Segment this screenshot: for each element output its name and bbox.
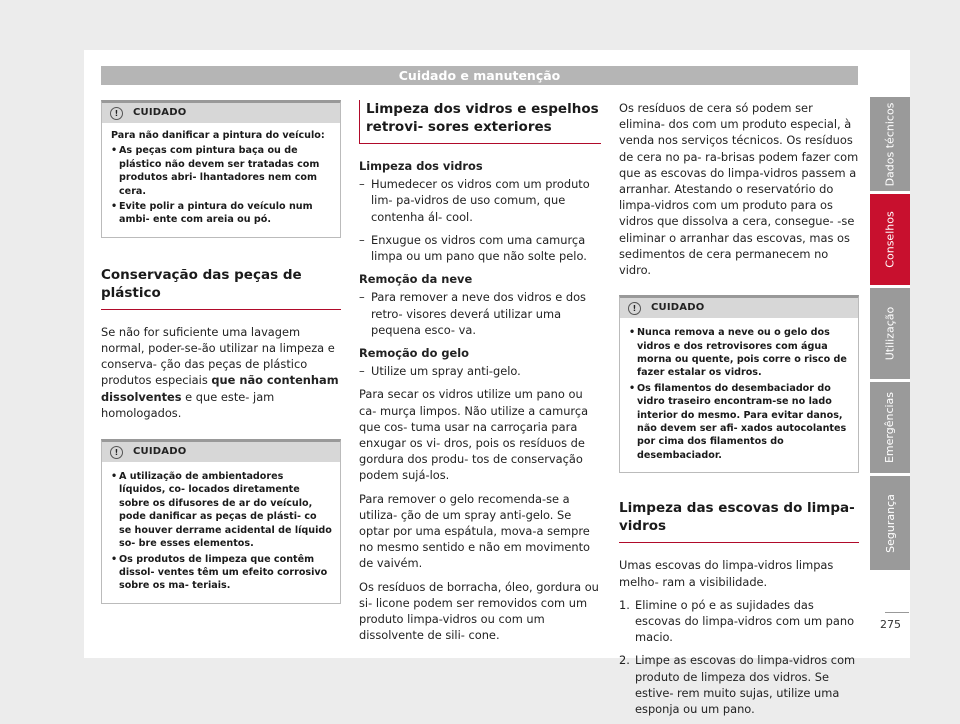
caution-bullet (629, 382, 850, 462)
chapter-tabs (870, 97, 910, 573)
caution-box-windows (619, 295, 859, 473)
subheading: Remoção da neve (359, 272, 473, 287)
dash-text: Humedecer os vidros com um produto lim- pa-vidros de uso comum, que contenha ál- cool. (371, 177, 590, 224)
bullet-text: Nunca remova a neve ou o gelo dos vidros e dos retrovisores com água morna ou quente, pois corre o risco de fazer estalar os vidros. (637, 327, 847, 379)
bullet-icon: • (111, 553, 118, 565)
caution-header (102, 442, 340, 462)
caution-bullet (111, 470, 332, 550)
dash-item (359, 232, 601, 264)
page-number: 275 (880, 618, 901, 631)
tab-conselhos[interactable] (870, 194, 910, 285)
column-2 (359, 100, 601, 650)
caution-box-plastic (101, 439, 341, 604)
caution-intro: Para não danificar a pintura do veículo: (111, 130, 325, 141)
paragraph: Para remover o gelo recomenda-se a utiliza- ção de um spray anti-gelo. Se optar por uma espátula, mova-a sempre no mesmo sentido e não em movimento de vaivém. (359, 491, 591, 571)
paragraph: Os resíduos de cera só podem ser elimina- dos com um produto especial, à venda nos serviços técnicos. Os resíduos de cera no pa- ra-brisas podem fazer com que as escovas do limpa-vidros passem a arranhar. Atestando o reservatório do limpa-vidros com um produto para os vidros que dissolva a cera, consegue- -se eliminar o arranhar das escovas, mas os sedimentos de cera permanecem no vidro. (619, 101, 859, 278)
dash-icon: – (359, 232, 365, 247)
step-number: 1. (619, 597, 630, 612)
bullet-icon: • (629, 327, 636, 339)
subheading: Limpeza dos vidros (359, 159, 483, 173)
step-text: Limpe as escovas do limpa-vidros com produto de limpeza dos vidros. Se estive- rem muito sujas, utilize uma esponja ou um pano. (635, 653, 856, 716)
caution-box-paint (101, 100, 341, 238)
tab-label: Emergências (883, 391, 897, 464)
bullet-icon: • (111, 201, 118, 213)
caution-bullet (111, 553, 332, 593)
dash-item (359, 176, 601, 225)
section-title-windows: Limpeza dos vidros e espelhos retrovi- sores exteriores (359, 100, 601, 144)
column-1 (101, 100, 341, 604)
paragraph: Para secar os vidros utilize um pano ou ca- murça limpos. Não utilize a camurça que cos- tuma usar na carroçaria para enxugar os vi- dros, pois os resíduos de gordura dos produ- tos de conservação podem sujá-los. (359, 387, 589, 483)
bullet-text: Os produtos de limpeza que contêm dissol- ventes têm um efeito corrosivo sobre os ma- teriais. (119, 553, 328, 592)
step-number: 2. (619, 653, 630, 668)
caution-label: CUIDADO (133, 106, 187, 118)
info-circle-icon: ! (110, 107, 123, 120)
caution-bullet (111, 144, 332, 198)
info-circle-icon: ! (628, 302, 641, 315)
column-3 (619, 100, 859, 724)
caution-label: CUIDADO (651, 302, 705, 314)
step-text: Elimine o pó e as sujidades das escovas do limpa-vidros com um pano macio. (635, 597, 855, 645)
section-title-plastic: Conservação das peças de plástico (101, 266, 341, 310)
subheading: Remoção do gelo (359, 346, 469, 361)
caution-body (102, 123, 340, 237)
tab-label: Conselhos (883, 211, 897, 268)
paragraph: Os resíduos de borracha, óleo, gordura ou si- licone podem ser removidos com um produto limpa-vidros ou com um dissolvente de sili- cone. (359, 579, 599, 643)
dash-text: Enxugue os vidros com uma camurça limpa ou um pano que não solte pelo. (371, 232, 587, 264)
caution-label: CUIDADO (133, 445, 187, 457)
caution-bullet (111, 200, 332, 227)
numbered-step (619, 597, 859, 646)
tab-utilizacao[interactable] (870, 288, 910, 379)
plastic-paragraph (101, 324, 341, 421)
bullet-icon: • (111, 145, 118, 157)
bullet-icon: • (629, 382, 636, 394)
numbered-step (619, 652, 859, 717)
bullet-text: Evite polir a pintura do veículo num ambi- ente com areia ou pó. (119, 201, 313, 226)
paragraph: Umas escovas do limpa-vidros limpas melho- ram a visibilidade. (619, 558, 834, 589)
dash-item (359, 289, 601, 338)
tab-label: Segurança (883, 493, 897, 553)
page-header: Cuidado e manutenção (101, 66, 858, 85)
section-title-wipers: Limpeza das escovas do limpa-vidros (619, 499, 859, 543)
para-text: e que este- jam homologados. (101, 389, 275, 420)
caution-header (620, 298, 858, 318)
bullet-text: A utilização de ambientadores líquidos, co- locados diretamente sobre os difusores de ar do veículo, pode danificar as peças de plásti- co se houver derrame acidental de líquido so- bre esses elementos. (119, 471, 332, 550)
bullet-text: Os filamentos do desembaciador do vidro traseiro encontram-se no lado interior do mesmo. Para evitar danos, não devem ser afi- xados autocolantes por cima dos filamentos do desembaciador. (637, 382, 847, 461)
tab-label: Utilização (883, 306, 897, 361)
caution-body (620, 318, 858, 472)
page-number-divider (885, 612, 909, 613)
caution-header (102, 103, 340, 123)
tab-emergencias[interactable] (870, 382, 910, 473)
para-text: Se não for suficiente uma lavagem normal, poder-se-ão utilizar na limpeza e conserva- ção das peças de plástico produtos especiais (101, 324, 335, 388)
para-bold-text: que não contenham dissolventes (101, 373, 339, 404)
caution-body (102, 462, 340, 603)
dash-text: Utilize um spray anti-gelo. (371, 364, 521, 379)
dash-icon: – (359, 177, 365, 192)
bullet-text: As peças com pintura baça ou de plástico não devem ser tratadas com produtos abri- lhantadores nem com cera. (119, 145, 320, 197)
caution-bullet (629, 326, 850, 380)
info-circle-icon: ! (110, 446, 123, 459)
dash-icon: – (359, 290, 365, 305)
tab-dados-tecnicos[interactable] (870, 97, 910, 191)
dash-item (359, 363, 601, 379)
bullet-icon: • (111, 471, 118, 483)
dash-text: Para remover a neve dos vidros e dos retro- visores deverá utilizar uma pequena esco- va. (371, 290, 586, 337)
tab-label: Dados técnicos (883, 102, 897, 186)
dash-icon: – (359, 364, 365, 379)
tab-seguranca[interactable] (870, 476, 910, 570)
